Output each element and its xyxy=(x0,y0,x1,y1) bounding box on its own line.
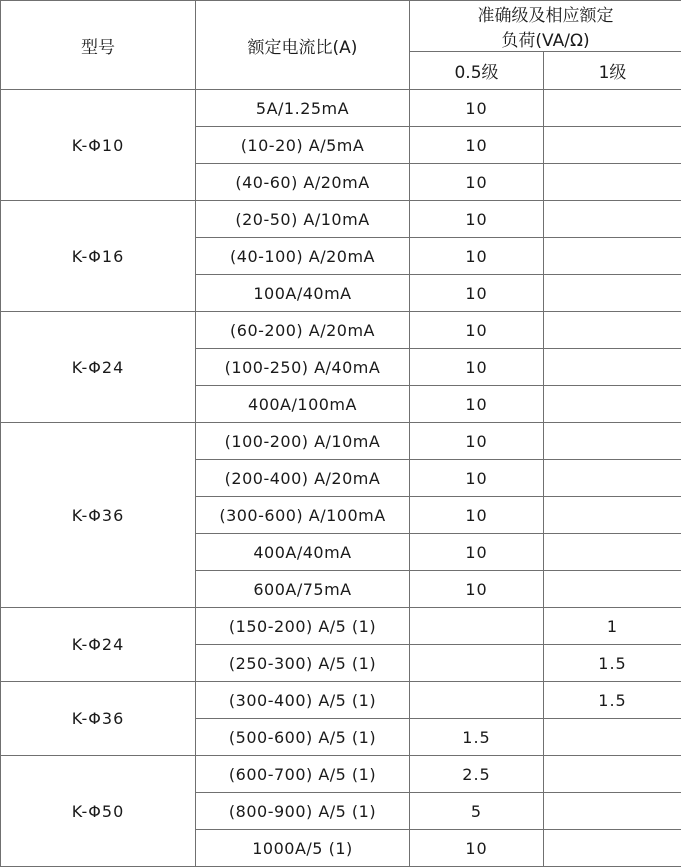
class-05-cell: 10 xyxy=(410,312,544,349)
class-05-cell: 10 xyxy=(410,386,544,423)
class-1-cell xyxy=(544,90,681,127)
header-row-1 xyxy=(1,1,681,52)
model-cell: K-Φ16 xyxy=(1,201,196,312)
header-class-1: 1级 xyxy=(544,52,681,90)
class-1-cell xyxy=(544,275,681,312)
ratio-cell: (800-900) A/5 (1) xyxy=(196,793,410,830)
table-row xyxy=(1,90,681,127)
class-05-cell: 10 xyxy=(410,571,544,608)
ratio-cell: 5A/1.25mA xyxy=(196,90,410,127)
class-1-cell: 1.5 xyxy=(544,682,681,719)
ratio-cell: (100-250) A/40mA xyxy=(196,349,410,386)
class-1-cell xyxy=(544,386,681,423)
class-05-cell xyxy=(410,608,544,645)
ratio-cell: (150-200) A/5 (1) xyxy=(196,608,410,645)
ratio-cell: (300-600) A/100mA xyxy=(196,497,410,534)
class-05-cell: 1.5 xyxy=(410,719,544,756)
table-row xyxy=(1,312,681,349)
header-accuracy-line2: 负荷(VA/Ω) xyxy=(501,31,590,51)
ratio-cell: 600A/75mA xyxy=(196,571,410,608)
class-1-cell xyxy=(544,201,681,238)
class-1-cell xyxy=(544,164,681,201)
model-cell: K-Φ50 xyxy=(1,756,196,867)
table-row xyxy=(1,756,681,793)
class-05-cell: 10 xyxy=(410,497,544,534)
class-1-cell xyxy=(544,460,681,497)
class-1-cell: 1 xyxy=(544,608,681,645)
ratio-cell: (40-60) A/20mA xyxy=(196,164,410,201)
class-05-cell: 10 xyxy=(410,127,544,164)
class-05-cell: 10 xyxy=(410,423,544,460)
class-05-cell: 10 xyxy=(410,90,544,127)
table-body xyxy=(1,90,681,867)
ratio-cell: (60-200) A/20mA xyxy=(196,312,410,349)
class-05-cell xyxy=(410,682,544,719)
model-cell: K-Φ10 xyxy=(1,90,196,201)
class-05-cell: 10 xyxy=(410,460,544,497)
class-05-cell xyxy=(410,645,544,682)
model-cell: K-Φ36 xyxy=(1,423,196,608)
class-05-cell: 10 xyxy=(410,349,544,386)
ratio-cell: (600-700) A/5 (1) xyxy=(196,756,410,793)
class-1-cell xyxy=(544,238,681,275)
header-accuracy xyxy=(410,1,681,52)
ratio-cell: 1000A/5 (1) xyxy=(196,830,410,867)
table-row xyxy=(1,608,681,645)
ratio-cell: (500-600) A/5 (1) xyxy=(196,719,410,756)
table-row xyxy=(1,682,681,719)
ratio-cell: (250-300) A/5 (1) xyxy=(196,645,410,682)
ratio-cell: (200-400) A/20mA xyxy=(196,460,410,497)
class-05-cell: 10 xyxy=(410,830,544,867)
ratio-cell: (20-50) A/10mA xyxy=(196,201,410,238)
ratio-cell: 400A/40mA xyxy=(196,534,410,571)
ratio-cell: (100-200) A/10mA xyxy=(196,423,410,460)
ratio-cell: (300-400) A/5 (1) xyxy=(196,682,410,719)
header-class-05: 0.5级 xyxy=(410,52,544,90)
class-1-cell xyxy=(544,312,681,349)
class-05-cell: 10 xyxy=(410,164,544,201)
class-1-cell xyxy=(544,571,681,608)
class-05-cell: 10 xyxy=(410,275,544,312)
class-1-cell: 1.5 xyxy=(544,645,681,682)
class-05-cell: 5 xyxy=(410,793,544,830)
class-1-cell xyxy=(544,719,681,756)
class-1-cell xyxy=(544,497,681,534)
class-1-cell xyxy=(544,793,681,830)
ratio-cell: 100A/40mA xyxy=(196,275,410,312)
class-05-cell: 10 xyxy=(410,201,544,238)
class-1-cell xyxy=(544,830,681,867)
class-05-cell: 10 xyxy=(410,534,544,571)
class-1-cell xyxy=(544,534,681,571)
model-cell: K-Φ24 xyxy=(1,608,196,682)
class-1-cell xyxy=(544,349,681,386)
class-1-cell xyxy=(544,127,681,164)
ratio-cell: (40-100) A/20mA xyxy=(196,238,410,275)
class-1-cell xyxy=(544,423,681,460)
header-accuracy-line1: 准确级及相应额定 xyxy=(477,6,614,26)
header-model: 型号 xyxy=(1,1,196,90)
ratio-cell: 400A/100mA xyxy=(196,386,410,423)
ratio-cell: (10-20) A/5mA xyxy=(196,127,410,164)
model-cell: K-Φ36 xyxy=(1,682,196,756)
table-row xyxy=(1,201,681,238)
class-1-cell xyxy=(544,756,681,793)
model-cell: K-Φ24 xyxy=(1,312,196,423)
class-05-cell: 2.5 xyxy=(410,756,544,793)
table-row xyxy=(1,423,681,460)
header-ratio: 额定电流比(A) xyxy=(196,1,410,90)
class-05-cell: 10 xyxy=(410,238,544,275)
